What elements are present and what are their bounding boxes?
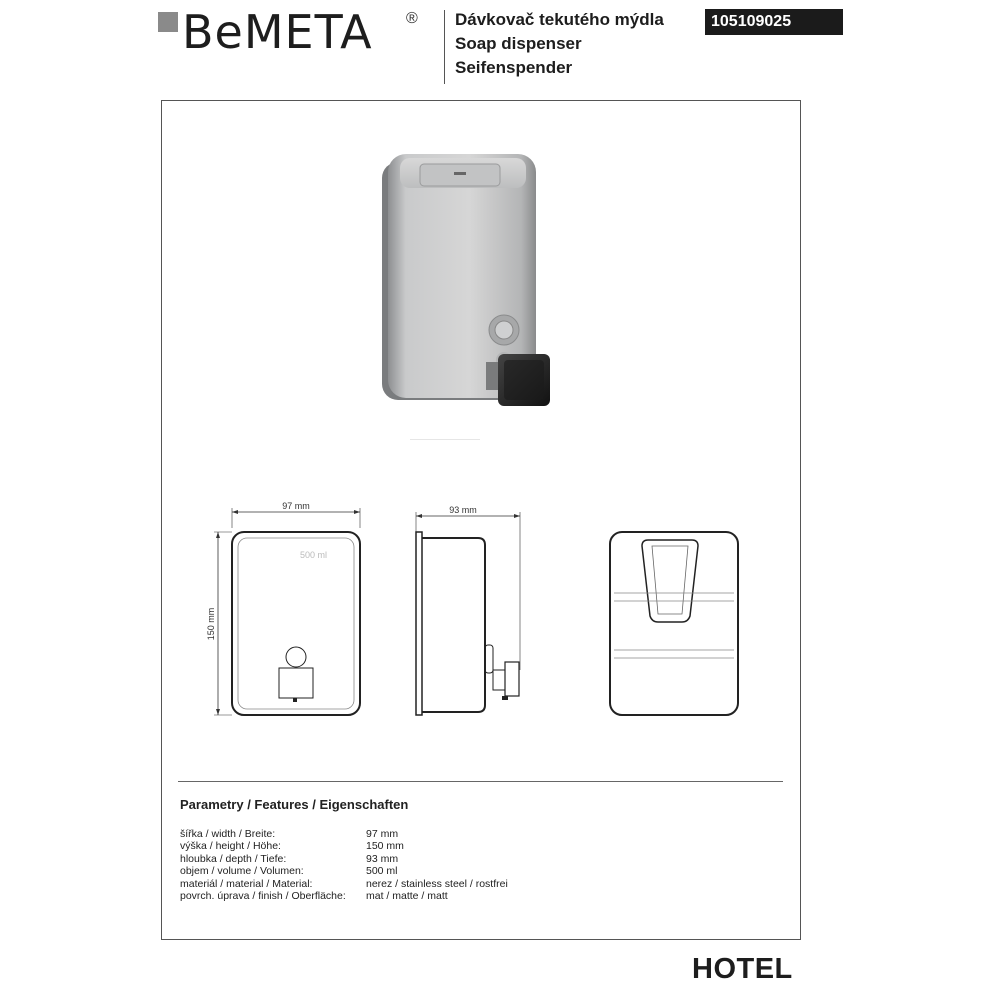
feature-value: nerez / stainless steel / rostfrei [366,877,508,890]
feature-label: hloubka / depth / Tiefe: [180,852,287,865]
title-german: Seifenspender [455,58,573,77]
features-heading: Parametry / Features / Eigenschaften [180,797,409,812]
feature-value: 97 mm [366,828,399,840]
feature-value: 150 mm [366,840,404,853]
product-code-badge: 105109025 [705,9,843,35]
feature-row-finish [180,890,508,902]
title-czech: Dávkovač tekutého mýdla [455,10,664,29]
width-dimension-label: 97 mm [282,501,310,511]
depth-dimension-label: 93 mm [449,505,477,515]
feature-label: povrch. úprava / finish / Oberfläche: [180,890,346,903]
feature-label: objem / volume / Volumen: [180,865,304,878]
registered-mark: ® [406,10,418,27]
title-english: Soap dispenser [455,34,582,53]
product-titles [455,8,664,80]
logo-square-mark [158,12,178,32]
product-photo [380,150,560,440]
feature-value: 93 mm [366,852,399,865]
brand-name: BeMETA [182,5,373,59]
feature-label: šířka / width / Breite: [180,828,276,840]
category-label: HOTEL [692,953,793,985]
feature-label: výška / height / Höhe: [180,840,281,853]
section-divider [178,781,783,782]
feature-row-material [180,878,508,890]
header-divider [444,10,445,84]
top-view-drawing [610,532,738,715]
brand-logo [158,5,428,59]
feature-row-depth [180,853,508,865]
feature-label: materiál / material / Material: [180,877,313,890]
features-table [180,828,508,902]
feature-row-volume [180,865,508,877]
feature-value: mat / matte / matt [366,890,448,903]
height-dimension-label: 150 mm [206,607,216,641]
technical-drawings [180,500,800,730]
feature-value: 500 ml [366,865,398,878]
feature-row-height [180,840,508,852]
volume-marking: 500 ml [300,550,328,560]
side-view-drawing [416,505,520,715]
front-view-drawing [206,501,360,715]
feature-row-width [180,828,508,840]
